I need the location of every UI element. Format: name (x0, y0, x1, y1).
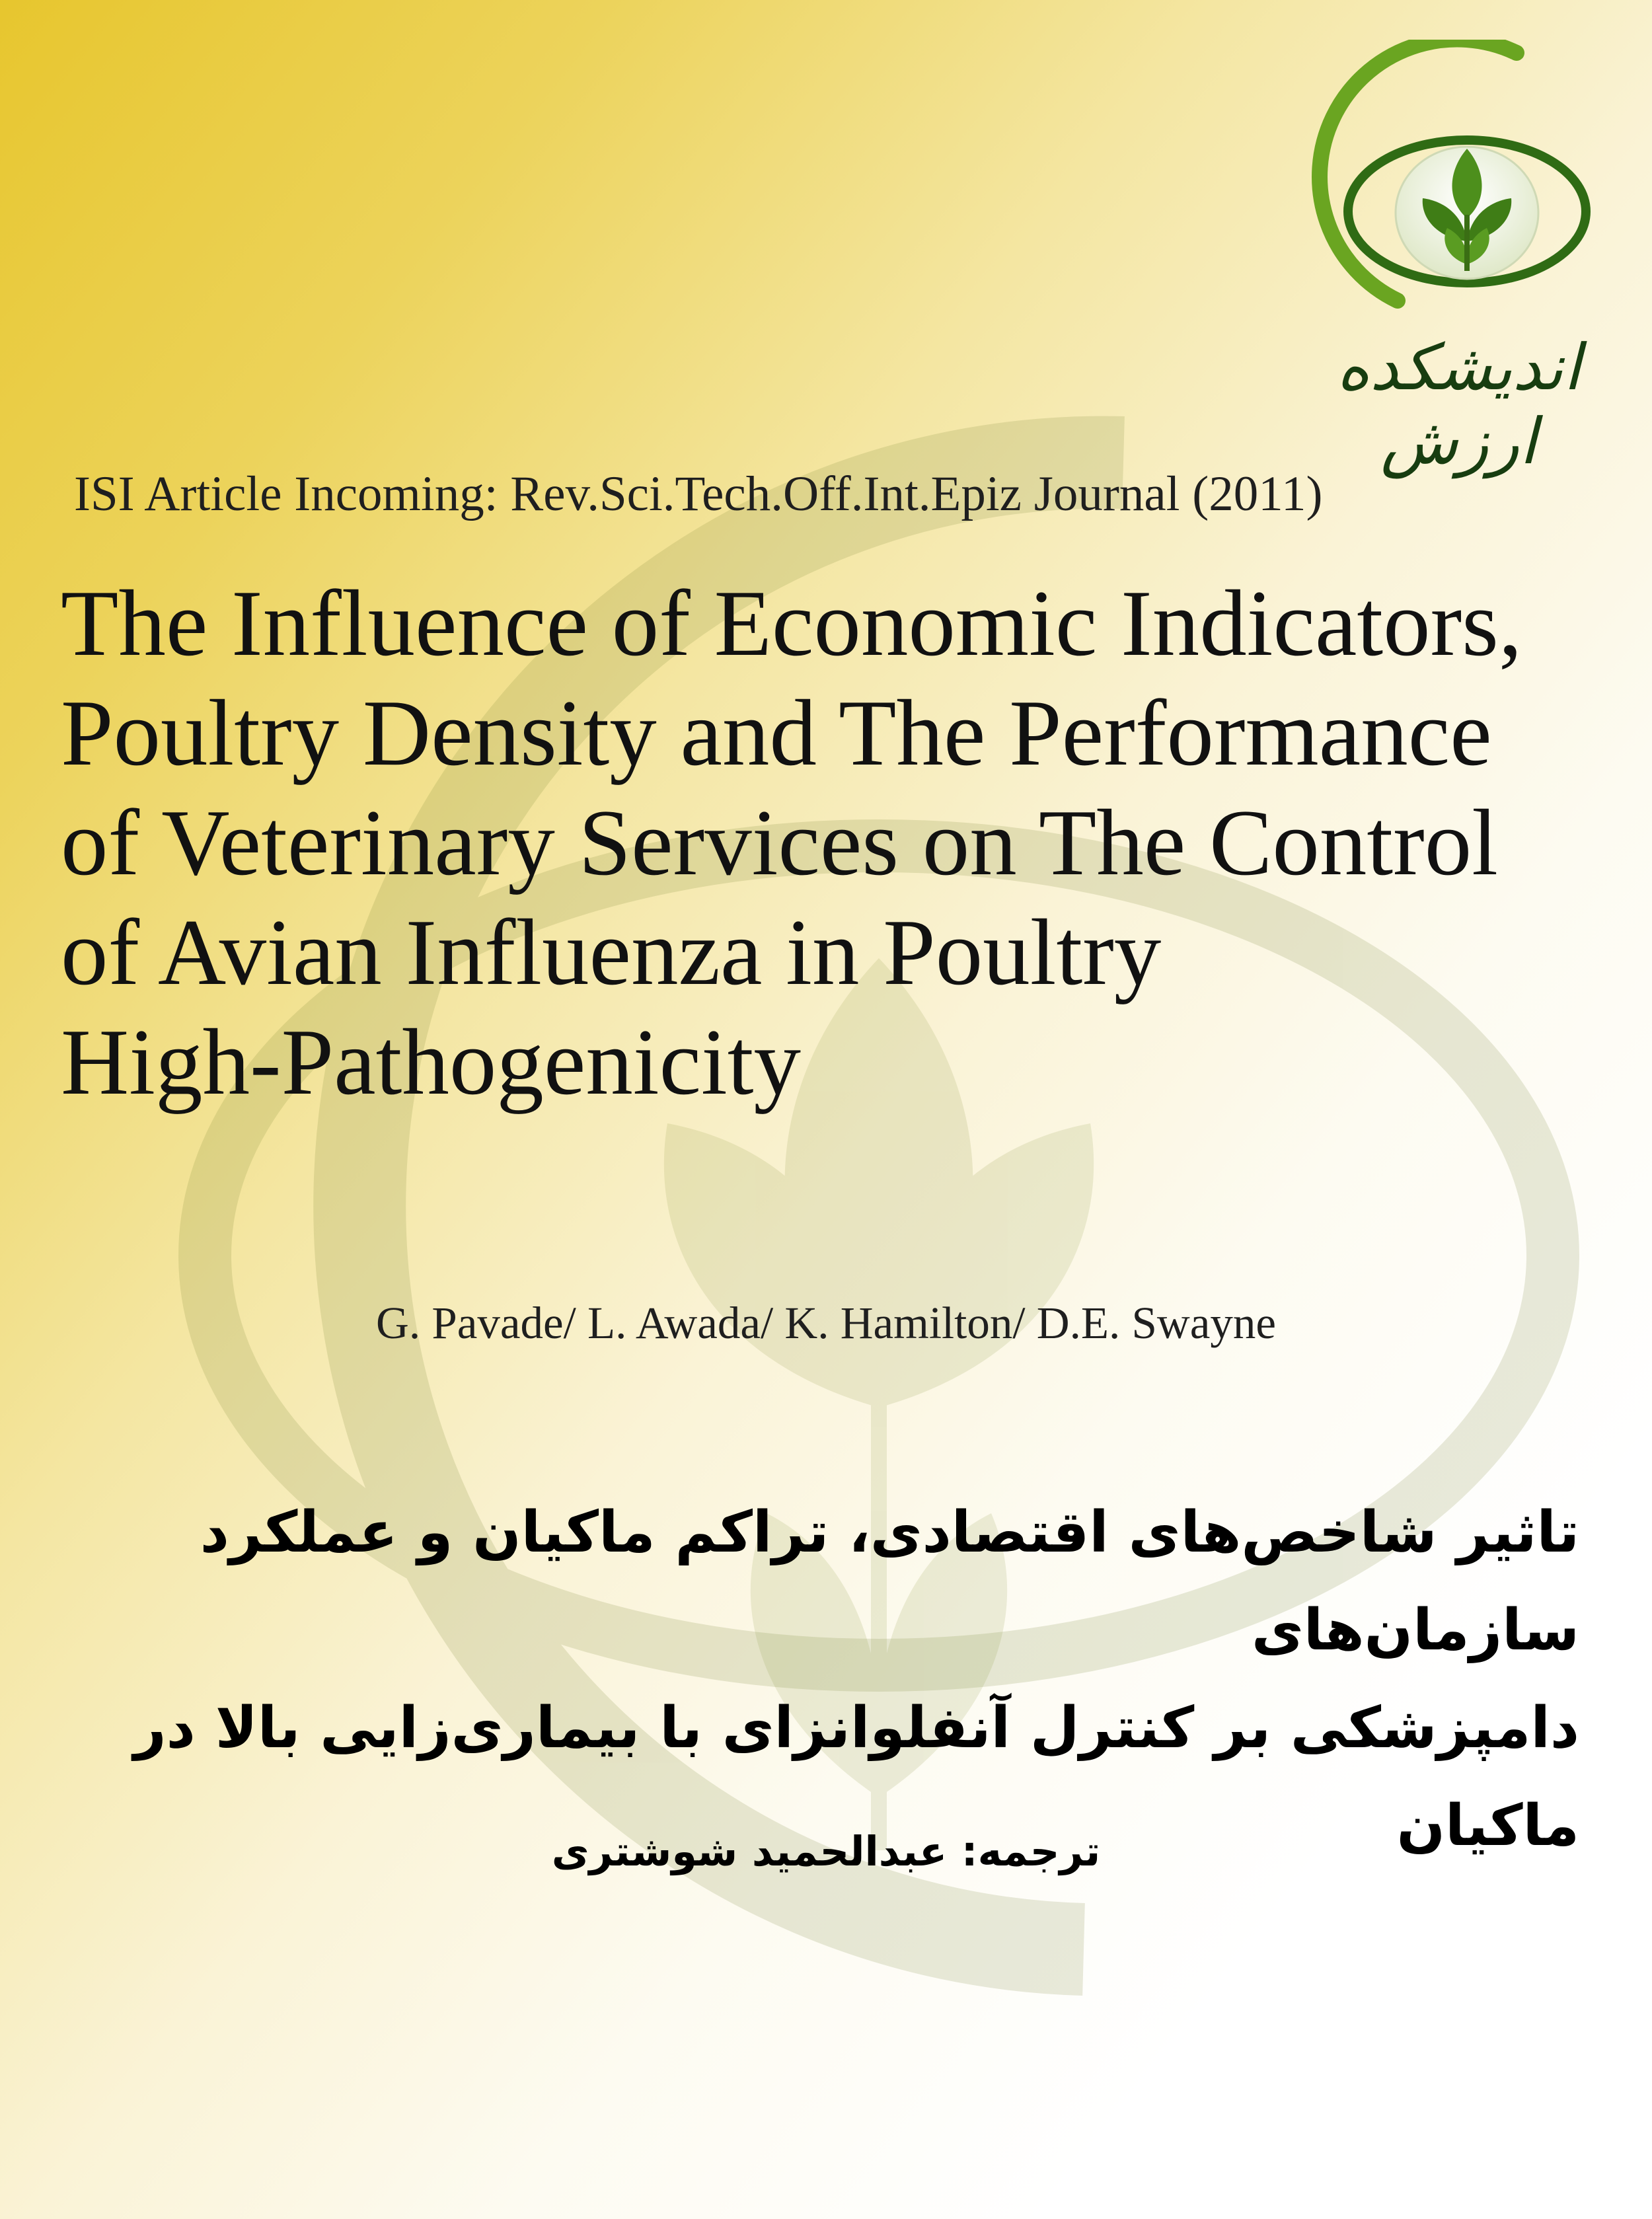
title-line: High-Pathogenicity (61, 1010, 801, 1114)
title-line: of Veterinary Services on The Control (61, 790, 1498, 895)
logo-wordmark: اندیشکده ارزش (1336, 330, 1581, 478)
translator: ترجمه: عبدالحمید شوشتری (551, 1827, 1101, 1875)
persian-title (40, 1484, 1579, 1875)
article-title (61, 568, 1607, 1117)
logo (1312, 40, 1606, 478)
source-line: ISI Article Incoming: Rev.Sci.Tech.Off.Int.Epiz Journal (2011) (74, 467, 1323, 521)
title-line: The Influence of Economic Indicators, (61, 571, 1522, 675)
title-line: of Avian Influenza in Poultry (61, 900, 1162, 1004)
authors: G. Pavade/ L. Awada/ K. Hamilton/ D.E. Swayne (376, 1298, 1276, 1348)
persian-title-line: دامپزشکی بر کنترل آنفلوانزای با بیماری‌زایی بالا در ماکیان (133, 1695, 1579, 1859)
persian-title-line: تاثیر شاخص‌های اقتصادی، تراکم ماکیان و عملکرد سازمان‌های (200, 1499, 1579, 1663)
title-line: Poultry Density and The Performance (61, 681, 1492, 785)
